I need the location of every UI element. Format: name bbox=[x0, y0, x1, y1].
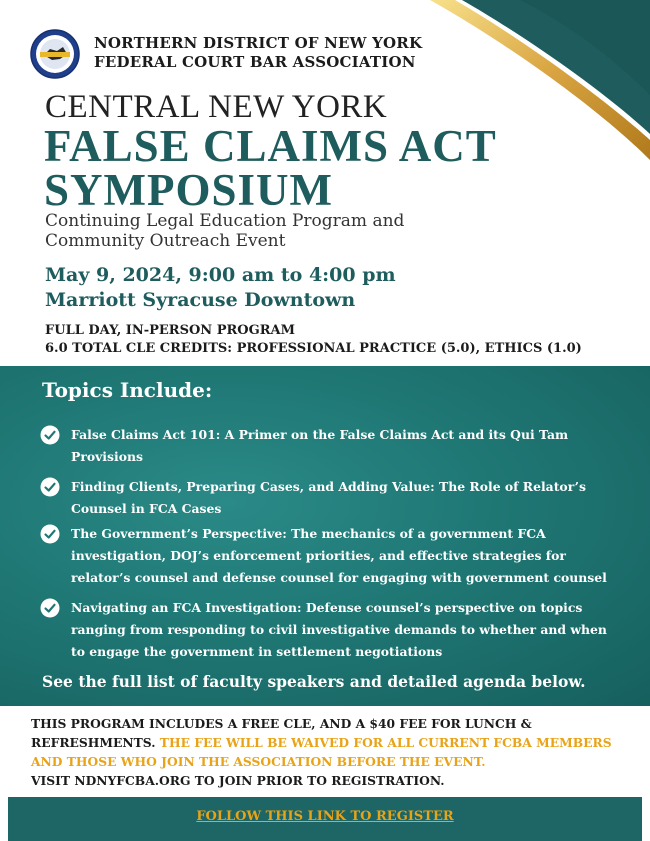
topic-line: False Claims Act 101: A Primer on the False Claims Act and its Qui Tam bbox=[71, 427, 569, 442]
check-circle-icon bbox=[40, 425, 60, 445]
organization-name bbox=[94, 34, 422, 72]
fee-line2-dark: REFRESHMENTS. bbox=[31, 735, 160, 750]
fee-line2-gold: THE FEE WILL BE WAIVED FOR ALL CURRENT FCBA MEMBERS bbox=[159, 735, 612, 750]
org-name-line1: NORTHERN DISTRICT OF NEW YORK bbox=[94, 34, 423, 52]
event-format: FULL DAY, IN-PERSON PROGRAM bbox=[45, 323, 295, 338]
event-credits: 6.0 TOTAL CLE CREDITS: PROFESSIONAL PRACTICE (5.0), ETHICS (1.0) bbox=[45, 341, 582, 356]
topic-text bbox=[71, 523, 631, 589]
topic-line: investigation, DOJ’s enforcement priorities, and effective strategies for bbox=[71, 548, 566, 563]
fee-line3-gold: AND THOSE WHO JOIN THE ASSOCIATION BEFORE THE EVENT. bbox=[31, 754, 486, 769]
topics-heading: Topics Include: bbox=[42, 378, 213, 402]
topic-line: to engage the government in settlement negotiations bbox=[71, 644, 443, 659]
fee-line2 bbox=[31, 733, 612, 752]
event-subtitle-line2: Community Outreach Event bbox=[45, 231, 286, 251]
topic-text bbox=[71, 476, 631, 520]
register-bar bbox=[8, 797, 642, 841]
faculty-agenda-note: See the full list of faculty speakers and detailed agenda below. bbox=[42, 672, 586, 691]
topic-text bbox=[71, 597, 631, 663]
topic-line: relator’s counsel and defense counsel for engaging with government counsel bbox=[71, 570, 607, 585]
register-link[interactable]: FOLLOW THIS LINK TO REGISTER bbox=[196, 809, 454, 824]
event-date-venue bbox=[45, 263, 396, 313]
topic-line: Counsel in FCA Cases bbox=[71, 501, 222, 516]
org-name-line2: FEDERAL COURT BAR ASSOCIATION bbox=[94, 53, 416, 71]
event-title-line2: SYMPOSIUM bbox=[44, 165, 333, 215]
topic-line: Navigating an FCA Investigation: Defense counsel’s perspective on topics bbox=[71, 600, 583, 615]
event-date: May 9, 2024, 9:00 am to 4:00 pm bbox=[45, 264, 396, 286]
event-subtitle-line1: Continuing Legal Education Program and bbox=[45, 211, 405, 231]
topic-line: Provisions bbox=[71, 449, 143, 464]
event-title-line1: FALSE CLAIMS ACT bbox=[44, 121, 497, 171]
topic-line: The Government’s Perspective: The mechanics of a government FCA bbox=[71, 526, 546, 541]
event-subtitle bbox=[45, 211, 404, 251]
fee-notice bbox=[31, 714, 612, 790]
topic-text bbox=[71, 424, 631, 468]
fee-line4: VISIT NDNYFCBA.ORG TO JOIN PRIOR TO REGISTRATION. bbox=[31, 773, 445, 788]
topic-line: Finding Clients, Preparing Cases, and Adding Value: The Role of Relator’s bbox=[71, 479, 586, 494]
check-circle-icon bbox=[40, 477, 60, 497]
association-seal-logo bbox=[30, 29, 80, 79]
check-circle-icon bbox=[40, 524, 60, 544]
event-details bbox=[45, 322, 582, 358]
event-title bbox=[44, 121, 497, 215]
check-circle-icon bbox=[40, 598, 60, 618]
event-venue: Marriott Syracuse Downtown bbox=[45, 289, 356, 311]
fee-line1: THIS PROGRAM INCLUDES A FREE CLE, AND A $40 FEE FOR LUNCH & bbox=[31, 716, 532, 731]
event-eyebrow: CENTRAL NEW YORK bbox=[45, 89, 388, 125]
topic-line: ranging from responding to civil investigative demands to whether and when bbox=[71, 622, 607, 637]
